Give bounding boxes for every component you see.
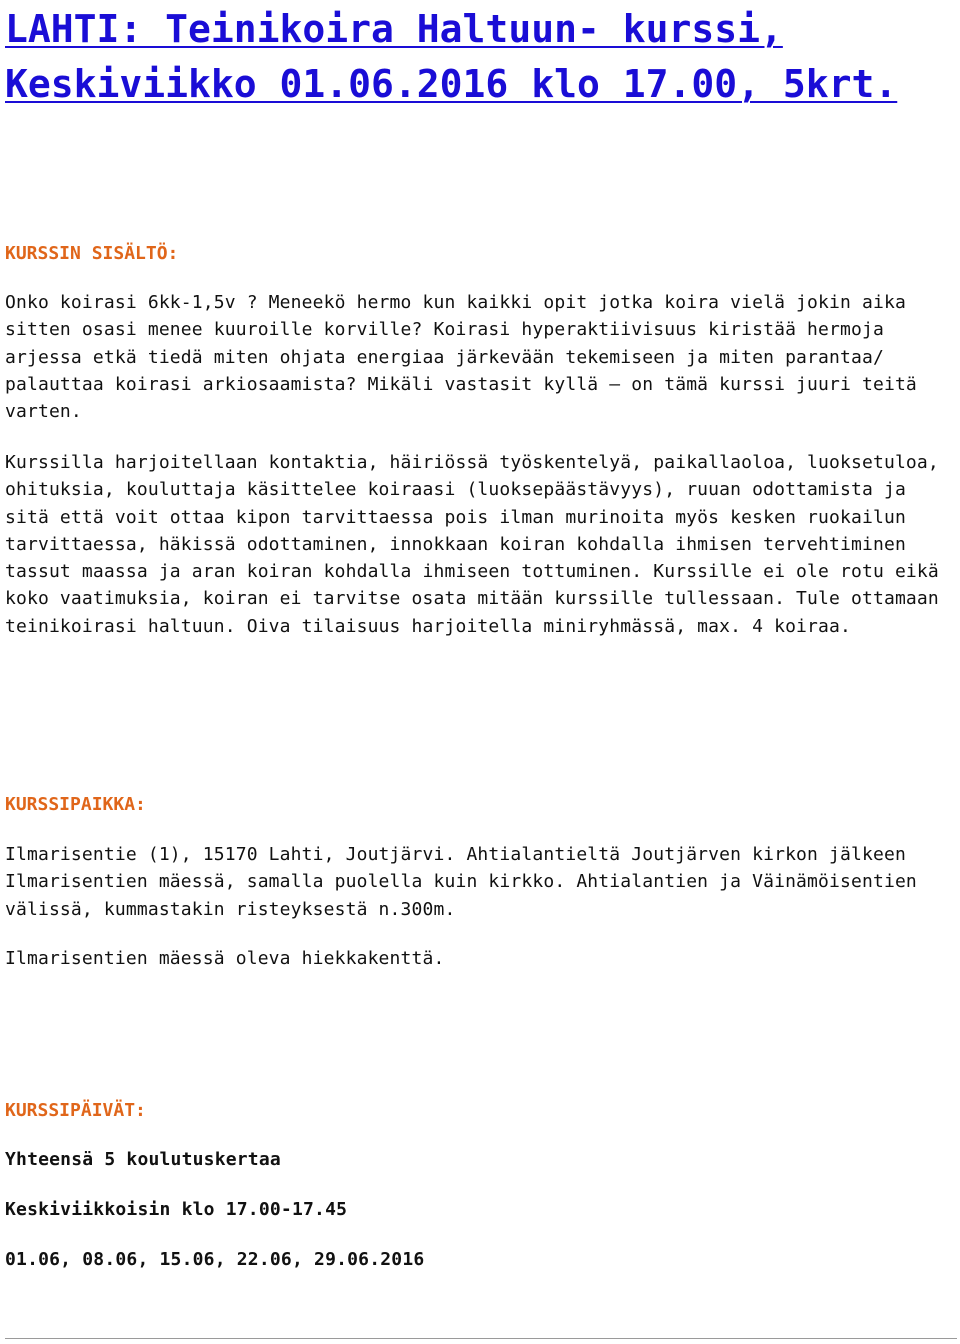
contents-paragraph-1: Onko koirasi 6kk-1,5v ? Meneekö hermo kun kaikki opit jotka koira vielä jokin aika sitten osasi menee kuuroille korville? Koirasi hyperaktiivisuus kiristää hermoja arjessa etkä tiedä miten ohjata energiaa järkevään tekemiseen ja miten parantaa/ palauttaa koirasi arkiosaamista? Mikäli vastasit kyllä – on tämä kurssi juuri teitä varten. — [5, 292, 917, 423]
dates-weekday-time: Keskiviikkoisin klo 17.00-17.45 — [5, 1199, 348, 1220]
location-paragraph-1: Ilmarisentie (1), 15170 Lahti, Joutjärvi. Ahtialantieltä Joutjärven kirkon jälkeen Ilmarisentien mäessä, samalla puolella kuin kirkko. Ahtialantien ja Väinämöisentien välissä, kummastakin risteyksestä n.300m. — [5, 844, 917, 920]
page-title-link[interactable]: LAHTI: Teinikoira Haltuun- kurssi, Keskiviikko 01.06.2016 klo 17.00, 5krt. — [5, 7, 898, 106]
contents-paragraph-2: Kurssilla harjoitellaan kontaktia, häiriössä työskentelyä, paikallaoloa, luoksetuloa, ohituksia, kouluttaja käsittelee koiraasi (luoksepäästävyys), ruuan odottamista ja sitä että voit ottaa kipon tarvittaessa pois ilman murinoita myös kesken ruokailun tarvittaessa, häkissä odottaminen, innokkaan koiran kohdalla ihmisen tervehtiminen tassut maassa ja aran koiran kohdalla ihmiseen tottuminen. Kurssille ei ole rotu eikä koko vaatimuksia, koiran ei tarvitse osata mitään kurssille tullessaan. Tule ottamaan teinikoirasi haltuun. Oiva tilaisuus harjoitella miniryhmässä, max. 4 koiraa. — [5, 452, 939, 637]
location-heading: KURSSIPAIKKA: — [5, 794, 146, 815]
dates-total-sessions: Yhteensä 5 koulutuskertaa — [5, 1149, 281, 1170]
dates-heading: KURSSIPÄIVÄT: — [5, 1100, 146, 1121]
dates-list: 01.06, 08.06, 15.06, 22.06, 29.06.2016 — [5, 1249, 425, 1270]
location-paragraph-2: Ilmarisentien mäessä oleva hiekkakenttä. — [5, 948, 445, 969]
bottom-divider — [5, 1338, 957, 1339]
contents-heading: KURSSIN SISÄLTÖ: — [5, 243, 179, 264]
